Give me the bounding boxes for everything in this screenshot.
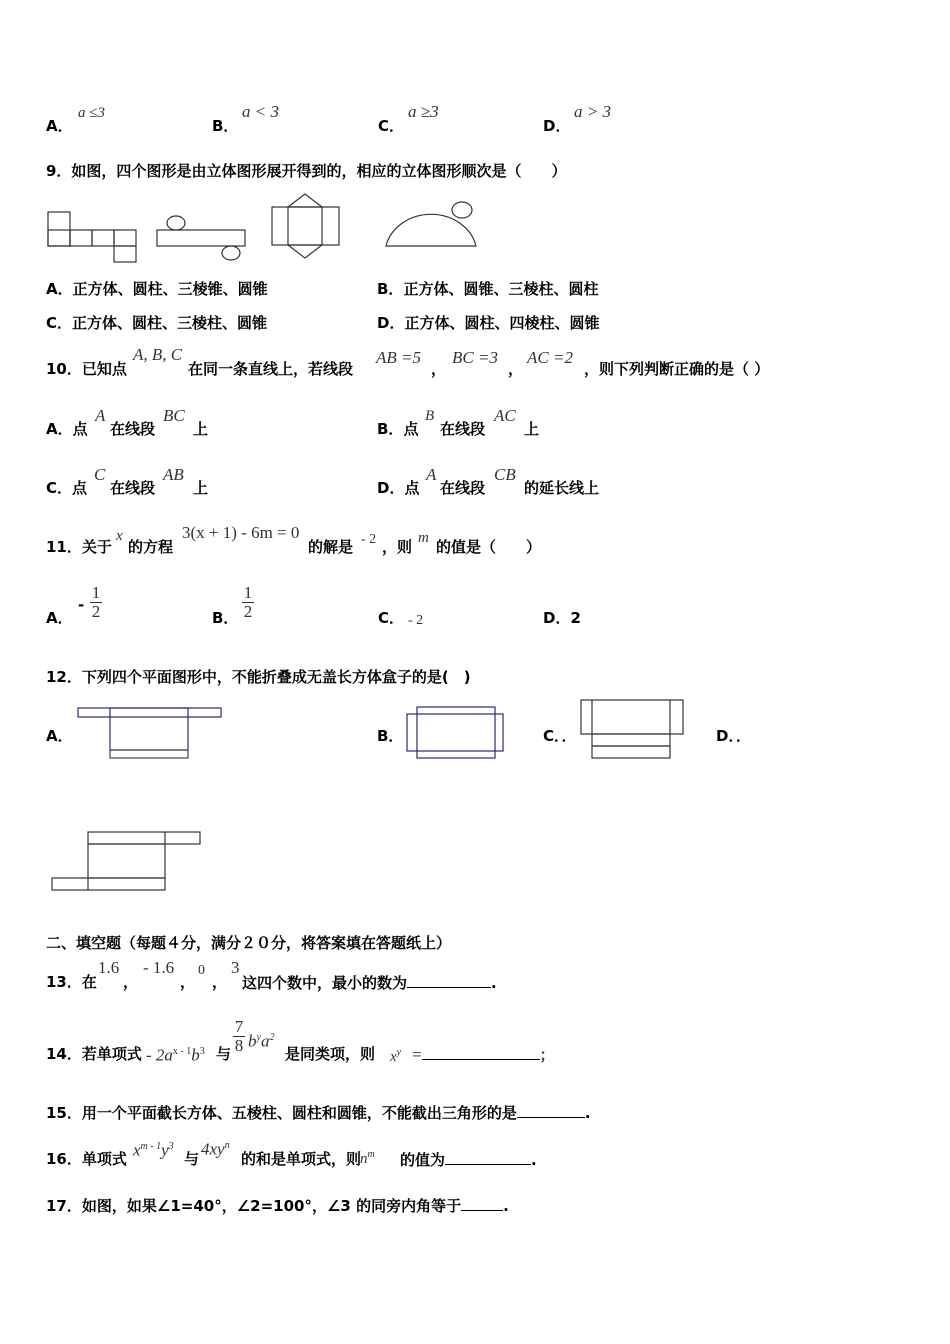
q11-option-d: D．2 (543, 609, 581, 627)
q8-option-a-expr: a ≤3 (78, 105, 105, 121)
q16-stem-b: 的和是单项式，则 (241, 1150, 362, 1168)
q16-mono1: $x^{m - 1}y^3$ (133, 1140, 174, 1160)
q10-option-a-mid: 在线段 (110, 420, 156, 438)
q12-figure-d (52, 832, 200, 890)
q12-figure-c (581, 700, 683, 758)
q11-equation: 3(x + 1) - 6m = 0 (182, 523, 300, 542)
q8-option-b-label: B． (212, 117, 239, 135)
q12-option-b-label: B． (377, 727, 404, 745)
q10-option-d-seg: CB (494, 465, 516, 484)
q14-xy: $x^y$ (390, 1047, 402, 1065)
q13-n2: - 1.6 (143, 958, 175, 977)
q16-mid: 与 (184, 1150, 200, 1168)
q17-stem: 17．如图，如果∠1=40°，∠2=100°，∠3 的同旁内角等于 . (46, 1197, 509, 1215)
q10-ab: AB =5 (376, 348, 421, 367)
q10-option-d-end: 的延长线上 (524, 479, 600, 497)
q8-option-d-expr: a > 3 (574, 102, 611, 121)
q11-stem-a: 11．关于 (46, 538, 112, 556)
q11-option-c-value: - 2 (408, 613, 424, 628)
q10-stem-b: 在同一条直线上，若线段 (188, 360, 354, 378)
q11-option-a-label: A． (46, 609, 73, 627)
q12-figure-a (78, 708, 221, 758)
q11-option-b-label: B． (212, 609, 239, 627)
q13-n3: 0 (198, 963, 205, 978)
q13-sep-1: ， (123, 973, 139, 991)
q10-bc: BC =3 (452, 348, 498, 367)
q9-stem: 9．如图，四个图形是由立体图形展开得到的，相应的立体图形顺次是（ ） (46, 162, 567, 180)
q16-nm: $n^m$ (360, 1149, 375, 1167)
q11-option-b-num: 1 (243, 583, 253, 602)
q8-option-c-expr: a ≥3 (408, 102, 439, 121)
q12-stem: 12．下列四个平面图形中，不能折叠成无盖长方体盒子的是( ) (46, 668, 471, 686)
q15-stem: 15．用一个平面截长方体、五棱柱、圆柱和圆锥，不能截出三角形的是 . (46, 1104, 591, 1122)
q10-option-a-point: A (95, 406, 106, 425)
q16-answer-blank[interactable] (445, 1150, 531, 1165)
q11-option-a-den: 2 (91, 602, 101, 621)
q10-option-d-mid: 在线段 (440, 479, 486, 497)
q14-coef-den: 8 (234, 1036, 244, 1055)
q10-option-a-end: 上 (193, 420, 209, 438)
q8-option-b-expr: a < 3 (242, 102, 279, 121)
q10-points: A, B, C (133, 345, 183, 364)
q14-mid: 与 (216, 1045, 232, 1063)
q10-option-b-mid: 在线段 (440, 420, 486, 438)
q10-option-c-seg: AB (163, 465, 184, 484)
q10-option-c-end: 上 (193, 479, 209, 497)
q14-coef-num: 7 (234, 1017, 244, 1036)
q13-answer-blank[interactable] (407, 973, 491, 988)
q13-n1: 1.6 (98, 958, 120, 977)
q10-comma-1: ， (431, 360, 447, 378)
q11-stem-b: 的方程 (128, 538, 174, 556)
q11-option-a-sign: - (78, 596, 85, 614)
section2-heading: 二、填空题（每题４分，满分２０分，将答案填在答题纸上） (46, 934, 452, 952)
q10-comma-2: ， (508, 360, 524, 378)
q16-stem-c: 的值为 . (400, 1151, 537, 1169)
q10-option-d: D．点 (377, 479, 420, 497)
q11-option-b-den: 2 (243, 602, 253, 621)
q13-sep-3: ， (212, 973, 228, 991)
q12-option-c-label: C．． (543, 727, 577, 745)
q12-figure-b (407, 707, 503, 758)
q14-mono1: - $2a^{x - 1}b^3$ (146, 1045, 205, 1065)
q17-answer-blank[interactable] (461, 1196, 503, 1211)
q10-stem-c: ，则下列判断正确的是（ ） (584, 360, 770, 378)
q10-ac: AC =2 (527, 348, 573, 367)
q14-stem-b: 是同类项，则 (285, 1045, 376, 1063)
q11-stem-d: ，则 (382, 538, 413, 556)
q11-solution: - 2 (361, 532, 377, 547)
q10-option-a: A．点 (46, 420, 88, 438)
q14-stem-a: 14．若单项式 (46, 1045, 142, 1063)
q11-option-c-label: C． (378, 609, 405, 627)
q13-stem-b: 这四个数中，最小的数为 . (242, 974, 497, 992)
q10-option-b-seg: AC (494, 406, 516, 425)
q8-option-d-label: D． (543, 117, 571, 135)
q14-eq: = ； (412, 1045, 555, 1064)
q13-sep-2: ， (180, 973, 196, 991)
q10-option-a-seg: BC (163, 406, 185, 425)
q15-answer-blank[interactable] (517, 1103, 585, 1118)
q11-option-a-num: 1 (91, 583, 101, 602)
q10-option-c: C．点 (46, 479, 88, 497)
q9-option-a: A．正方体、圆柱、三棱锥、圆锥 (46, 280, 268, 298)
q13-n4: 3 (231, 958, 240, 977)
q11-stem-c: 的解是 (308, 538, 354, 556)
q14-answer-blank[interactable] (422, 1045, 540, 1060)
q8-option-a-label: A． (46, 117, 73, 135)
q10-option-b: B．点 (377, 420, 419, 438)
q13-stem-a: 13．在 (46, 973, 97, 991)
q9-option-b: B．正方体、圆锥、三棱柱、圆柱 (377, 280, 599, 298)
q10-option-d-point: A (426, 465, 437, 484)
q10-option-c-mid: 在线段 (110, 479, 156, 497)
q9-option-d: D．正方体、圆柱、四棱柱、圆锥 (377, 314, 600, 332)
q9-option-c: C．正方体、圆柱、三棱柱、圆锥 (46, 314, 268, 332)
q10-option-c-point: C (94, 465, 106, 484)
q12-option-a-label: A． (46, 727, 73, 745)
q11-var-x: x (116, 528, 123, 544)
q16-stem-a: 16．单项式 (46, 1150, 127, 1168)
q10-option-b-end: 上 (524, 420, 540, 438)
q14-coefficient (233, 1018, 245, 1055)
q10-stem-a: 10．已知点 (46, 360, 127, 378)
q11-var-m: m (418, 530, 429, 546)
q11-stem-e: 的值是（ ） (436, 538, 542, 556)
q10-option-b-point: B (425, 408, 435, 424)
q16-mono2: $4xy^n$ (201, 1139, 230, 1159)
q14-mono2: $b^ya^2$ (248, 1031, 275, 1051)
q8-option-c-label: C． (378, 117, 405, 135)
q12-option-d-label: D．． (716, 727, 751, 745)
